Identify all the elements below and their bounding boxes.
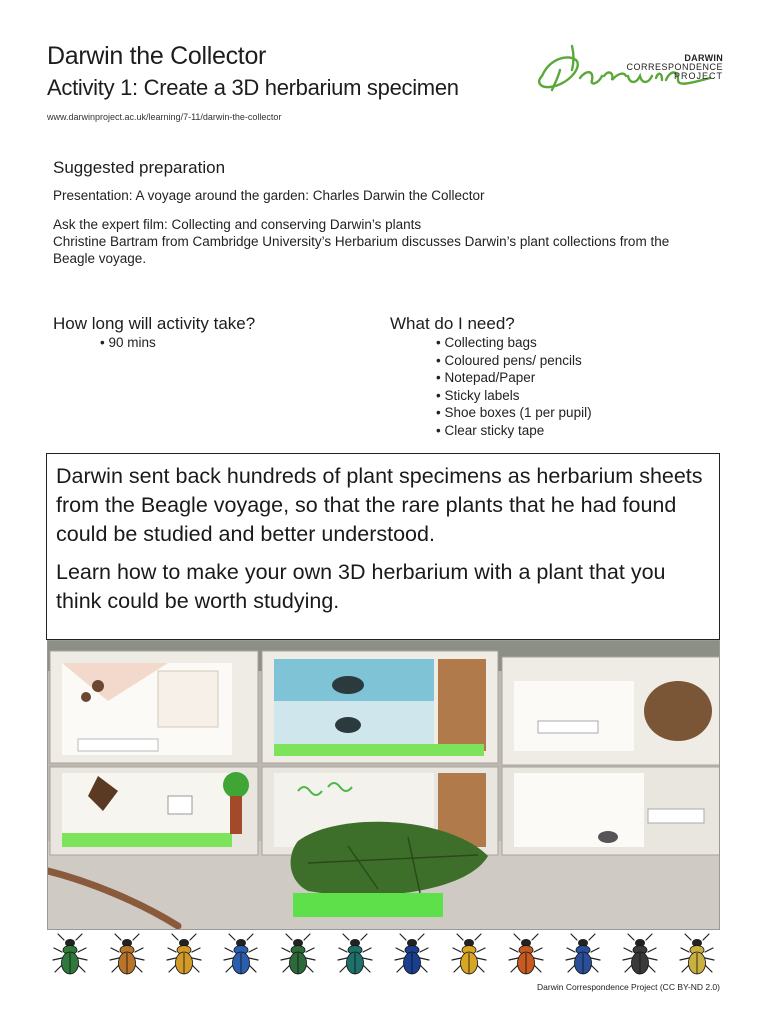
beetle-icon — [677, 932, 717, 978]
logo-text-correspondence: CORRESPONDENCE — [626, 62, 723, 72]
intro-paragraph: Learn how to make your own 3D herbarium with a plant that you think could be worth studying. — [56, 560, 666, 613]
darwin-correspondence-logo — [528, 40, 728, 100]
beetle-icon — [563, 932, 603, 978]
beetle-icon — [107, 932, 147, 978]
preparation-heading: Suggested preparation — [53, 158, 226, 177]
list-item: • Shoe boxes (1 per pupil) — [436, 405, 592, 420]
film-description — [53, 216, 713, 267]
herbarium-shoebox-photo — [47, 640, 720, 930]
beetle-icon — [50, 932, 90, 978]
page-title: Darwin the Collector — [47, 42, 267, 70]
activity-url[interactable]: www.darwinproject.ac.uk/learning/7-11/darwin-the-collector — [47, 112, 282, 122]
film-title: Ask the expert film: Collecting and conserving Darwin’s plants — [53, 217, 422, 232]
duration-value: • 90 mins — [100, 335, 156, 350]
beetle-icon — [335, 932, 375, 978]
needs-list — [436, 334, 592, 439]
needs-heading: What do I need? — [390, 314, 515, 333]
list-item: • Collecting bags — [436, 335, 537, 350]
intro-box — [46, 453, 720, 640]
film-summary: Christine Bartram from Cambridge University’s Herbarium discusses Darwin’s plant collections from the Beagle voyage. — [53, 234, 670, 266]
shoebox-display-image — [48, 641, 720, 930]
beetle-icon — [392, 932, 432, 978]
intro-paragraph: Darwin sent back hundreds of plant specimens as herbarium sheets from the Beagle voyage, so that the rare plants that he had found could be studied and better understood. — [56, 464, 703, 546]
list-item: • Notepad/Paper — [436, 370, 536, 385]
beetle-icon — [620, 932, 660, 978]
presentation-line: Presentation: A voyage around the garden: Charles Darwin the Collector — [53, 188, 485, 203]
list-item: • Coloured pens/ pencils — [436, 352, 582, 368]
beetle-illustration-row — [50, 932, 722, 978]
duration-heading: How long will activity take? — [53, 314, 256, 333]
footer-credit: Darwin Correspondence Project (CC BY-ND 2.0) — [537, 982, 720, 992]
logo-text-darwin: DARWIN — [684, 53, 723, 63]
page-subtitle: Activity 1: Create a 3D herbarium specimen — [47, 75, 459, 100]
list-item: • Sticky labels — [436, 387, 520, 403]
beetle-icon — [221, 932, 261, 978]
beetle-icon — [506, 932, 546, 978]
beetle-icon — [164, 932, 204, 978]
beetle-icon — [449, 932, 489, 978]
beetle-icon — [278, 932, 318, 978]
logo-text-project: PROJECT — [673, 71, 723, 81]
list-item: • Clear sticky tape — [436, 422, 545, 438]
